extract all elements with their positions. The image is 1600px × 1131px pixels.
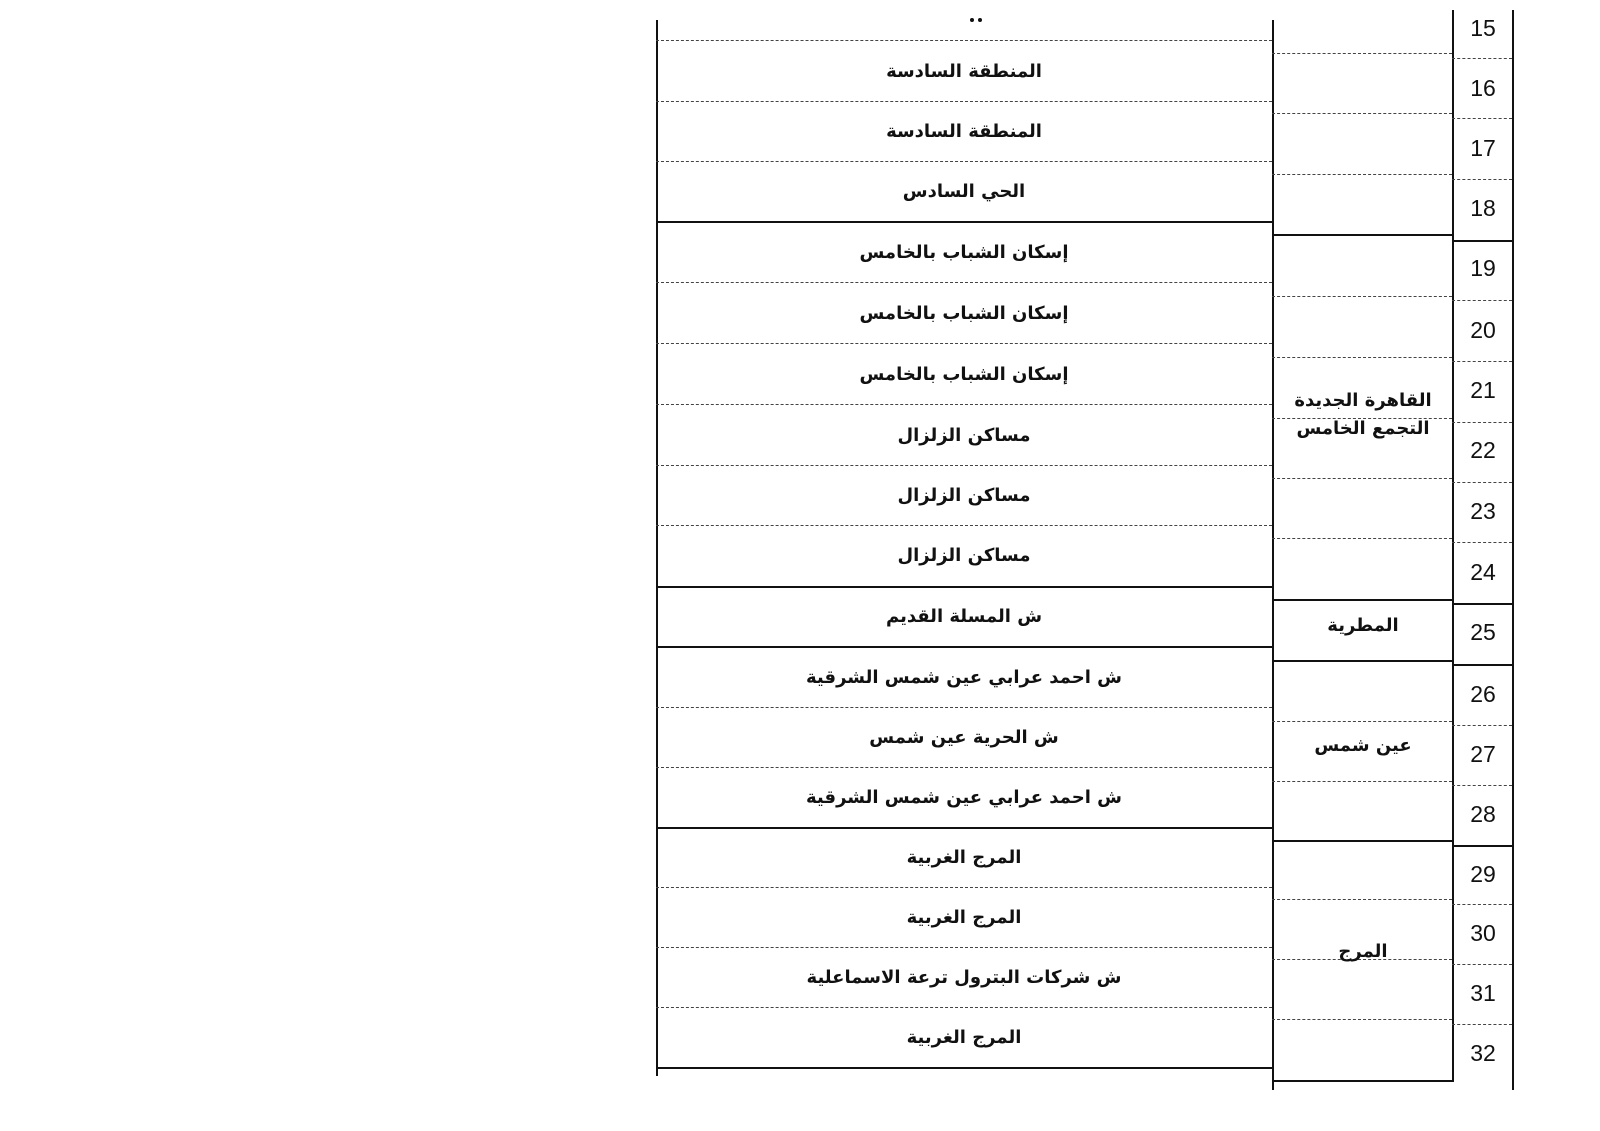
address-cell: مساكن الزلزال [897, 424, 1031, 446]
row-separator [656, 404, 1272, 405]
row-separator [1272, 538, 1452, 539]
row-separator [1272, 296, 1452, 297]
address-cell: الحي السادس [902, 180, 1026, 202]
address-cell: ش احمد عرابي عين شمس الشرقية [806, 786, 1122, 808]
row-separator [1452, 785, 1512, 786]
group-separator [1272, 840, 1452, 842]
group-separator [656, 221, 1272, 223]
address-cell: ش احمد عرابي عين شمس الشرقية [806, 666, 1122, 688]
address-cell: إسكان الشباب بالخامس [859, 363, 1069, 385]
row-number: 25 [1470, 618, 1496, 645]
row-separator [1272, 478, 1452, 479]
row-number: 30 [1470, 919, 1496, 946]
row-separator [1452, 904, 1512, 905]
table-bottom-border [1272, 1080, 1452, 1082]
district-line: التجمع الخامس [1296, 418, 1430, 439]
cut-off-text-mark [956, 14, 996, 26]
address-cell: ش المسلة القديم [885, 605, 1043, 627]
row-separator [656, 343, 1272, 344]
row-number: 32 [1470, 1039, 1496, 1066]
row-separator [656, 947, 1272, 948]
row-separator [1452, 1024, 1512, 1025]
row-separator [1452, 725, 1512, 726]
row-separator [656, 161, 1272, 162]
district-cell-ain-shams: عين شمس [1314, 735, 1412, 756]
address-cell: ش شركات البترول ترعة الاسماعلية [806, 966, 1122, 988]
row-number: 27 [1470, 740, 1496, 767]
table-right-border [1512, 10, 1514, 1090]
group-separator [656, 586, 1272, 588]
group-separator [1452, 603, 1512, 605]
row-separator [656, 465, 1272, 466]
district-cell-marg: المرج [1338, 941, 1388, 962]
row-separator [656, 1007, 1272, 1008]
table-bottom-border [656, 1067, 1272, 1069]
district-cell-new-cairo [1274, 380, 1452, 450]
address-cell: المنطقة السادسة [886, 120, 1042, 142]
address-cell: مساكن الزلزال [897, 544, 1031, 566]
row-number: 26 [1470, 680, 1496, 707]
group-separator [1272, 234, 1452, 236]
row-separator [1272, 53, 1452, 54]
address-cell: مساكن الزلزال [897, 484, 1031, 506]
row-number: 20 [1470, 316, 1496, 343]
row-separator [656, 767, 1272, 768]
row-separator [1452, 361, 1512, 362]
row-number: 16 [1470, 74, 1496, 101]
row-separator [1452, 422, 1512, 423]
row-separator [1452, 58, 1512, 59]
row-separator [1452, 300, 1512, 301]
group-separator [1452, 845, 1512, 847]
row-separator [1452, 118, 1512, 119]
address-cell: المرج الغربية [906, 846, 1022, 868]
row-separator [656, 282, 1272, 283]
address-cell: المنطقة السادسة [886, 60, 1042, 82]
district-line: القاهرة الجديدة [1294, 390, 1432, 411]
group-separator [1452, 240, 1512, 242]
address-cell: إسكان الشباب بالخامس [859, 241, 1069, 263]
row-number: 18 [1470, 194, 1496, 221]
address-column-border [1272, 20, 1274, 1090]
row-number: 29 [1470, 860, 1496, 887]
row-number: 23 [1470, 497, 1496, 524]
row-separator [1452, 179, 1512, 180]
group-separator [1452, 664, 1512, 666]
row-separator [1272, 357, 1452, 358]
group-separator [656, 827, 1272, 829]
group-separator [656, 646, 1272, 648]
row-separator [656, 707, 1272, 708]
address-cell: ش الحرية عين شمس [869, 726, 1059, 748]
row-separator [1272, 781, 1452, 782]
row-separator [1452, 964, 1512, 965]
row-separator [656, 525, 1272, 526]
row-separator [656, 40, 1272, 41]
row-number: 19 [1470, 254, 1496, 281]
row-separator [1272, 174, 1452, 175]
row-number: 22 [1470, 436, 1496, 463]
row-number: 15 [1470, 14, 1496, 41]
row-separator [1272, 721, 1452, 722]
address-cell: المرج الغربية [906, 1026, 1022, 1048]
row-separator [1272, 899, 1452, 900]
row-number: 21 [1470, 376, 1496, 403]
row-separator [1272, 1019, 1452, 1020]
group-separator [1272, 660, 1452, 662]
address-cell: المرج الغربية [906, 906, 1022, 928]
row-number: 31 [1470, 979, 1496, 1006]
row-separator [656, 101, 1272, 102]
row-separator [1272, 113, 1452, 114]
row-number: 28 [1470, 800, 1496, 827]
district-cell-matareya: المطرية [1327, 615, 1399, 636]
row-separator [1452, 542, 1512, 543]
row-separator [1452, 482, 1512, 483]
row-number: 24 [1470, 558, 1496, 585]
row-separator [656, 887, 1272, 888]
group-separator [1272, 599, 1452, 601]
document-table [656, 0, 1536, 1131]
address-cell: إسكان الشباب بالخامس [859, 302, 1069, 324]
row-number: 17 [1470, 134, 1496, 161]
